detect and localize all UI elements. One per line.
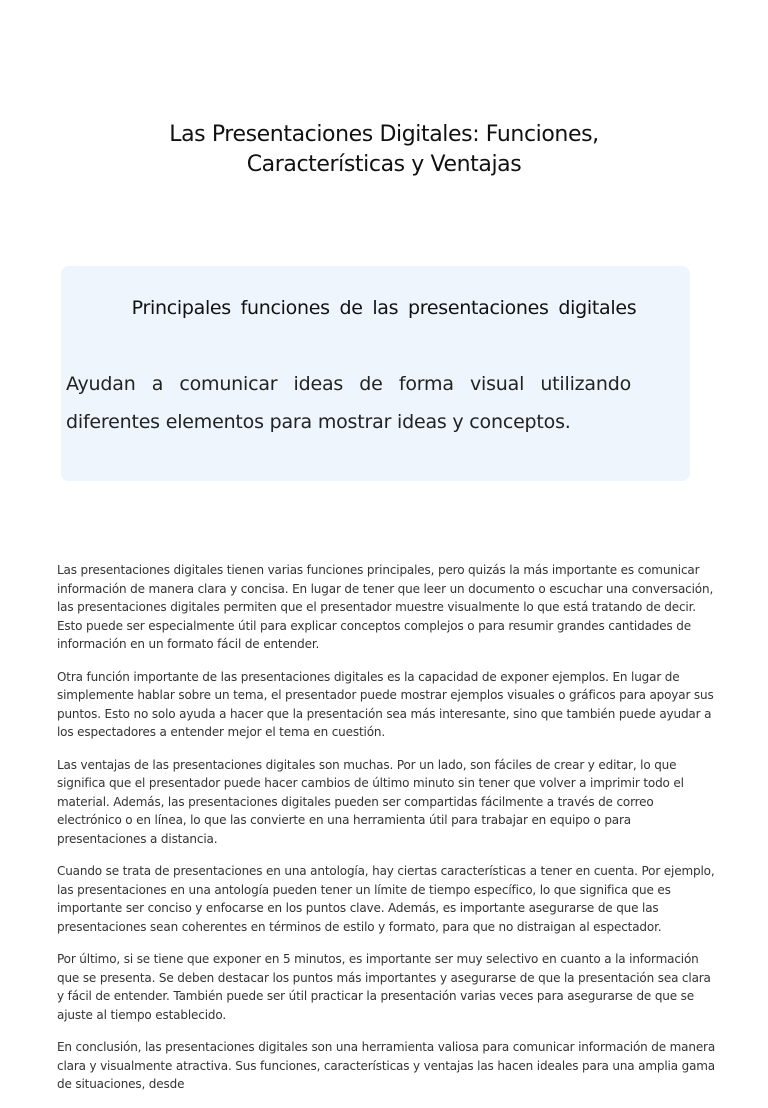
document-title-line-2: Características y Ventajas <box>246 152 522 177</box>
document-title-line-1: Las Presentaciones Digitales: Funciones, <box>169 122 599 147</box>
paragraph-examples: Otra función importante de las presentaciones digitales es la capacidad de exponer ejemplos. En lugar de simplemente hablar sobre un tema, el presentador puede mostrar ejemplos visuales o gráficos para apoyar sus puntos. Esto no solo ayuda a hacer que la presentación sea más interesante, sino que también puede ayudar a los espectadores a entender mejor el tema en cuestión. <box>57 669 714 739</box>
body-text <box>57 561 721 1108</box>
callout-heading: Principales funciones de las presentaciones digitales <box>131 297 637 319</box>
paragraph-five-minutes: Por último, si se tiene que exponer en 5 minutos, es importante ser muy selectivo en cuanto a la información que se presenta. Se deben destacar los puntos más importantes y asegurarse de que la presentación sea clara y fácil de entender. También puede ser útil practicar la presentación varias veces para asegurarse de que se ajuste al tiempo establecido. <box>57 952 711 1022</box>
document-title <box>0 120 768 180</box>
callout-text: Ayudan a comunicar ideas de forma visual utilizando diferentes elementos para mostrar ideas y conceptos. <box>66 373 631 433</box>
paragraph-advantages: Las ventajas de las presentaciones digitales son muchas. Por un lado, son fáciles de crear y editar, lo que significa que el presentador puede hacer cambios de último minuto sin tener que volver a imprimir todo el material. Además, las presentaciones digitales pueden ser compartidas fácilmente a través de correo electrónico o en línea, lo que las convierte en una herramienta útil para trabajar en equipo o para presentaciones a distancia. <box>57 757 684 846</box>
paragraph-functions: Las presentaciones digitales tienen varias funciones principales, pero quizás la más importante es comunicar información de manera clara y concisa. En lugar de tener que leer un documento o escuchar una conversación, las presentaciones digitales permiten que el presentador muestre visualmente lo que está tratando de decir. Esto puede ser especialmente útil para explicar conceptos complejos o para resumir grandes cantidades de información en un formato fácil de entender. <box>57 563 714 651</box>
paragraph-conclusion: En conclusión, las presentaciones digitales son una herramienta valiosa para comunicar información de manera clara y visualmente atractiva. Sus funciones, características y ventajas las hacen ideales para una amplia gama de situaciones, desde <box>57 1040 716 1091</box>
paragraph-anthology: Cuando se trata de presentaciones en una antología, hay ciertas características a tener en cuenta. Por ejemplo, las presentaciones en una antología pueden tener un límite de tiempo específico, lo que significa que es importante ser conciso y enfocarse en los puntos clave. Además, es importante asegurarse de que las presentaciones sean coherentes en términos de estilo y formato, para que no distraigan al espectador. <box>57 864 715 934</box>
